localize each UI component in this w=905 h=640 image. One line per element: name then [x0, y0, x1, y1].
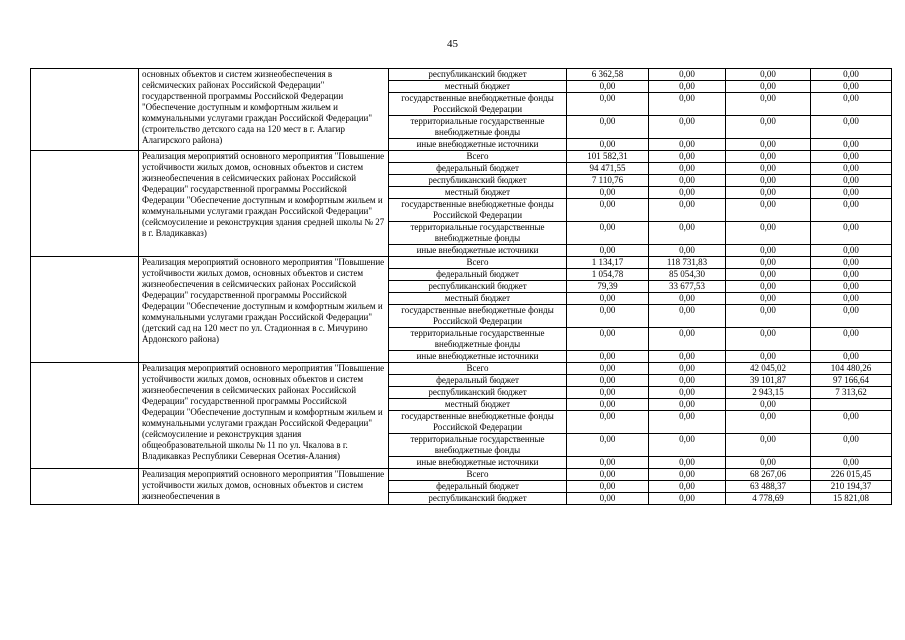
amount-cell: 118 731,83	[649, 257, 726, 269]
measure-description: Реализация мероприятий основного мероприятия "Повышение устойчивости жилых домов, основных объектов и систем жизнеобеспечения в сейсмических районах Российской Федерации" государственной программы Российской Федерации "Обеспечение доступным и комфортным жильем и коммунальными услугами граждан Российской Федерации" (сейсмоусиление и реконструкция здания средней школы № 27 в г. Владикавказ)	[139, 151, 389, 257]
budget-table	[30, 68, 892, 505]
amount-cell: 0,00	[649, 411, 726, 434]
amount-cell: 0,00	[811, 269, 892, 281]
amount-cell: 226 015,45	[811, 469, 892, 481]
amount-cell: 0,00	[811, 199, 892, 222]
amount-cell: 0,00	[567, 305, 649, 328]
funding-source: государственные внебюджетные фонды Российской Федерации	[389, 305, 567, 328]
amount-cell: 0,00	[811, 175, 892, 187]
amount-cell: 0,00	[811, 163, 892, 175]
funding-source: иные внебюджетные источники	[389, 457, 567, 469]
amount-cell: 0,00	[649, 199, 726, 222]
table-row	[31, 257, 892, 269]
amount-cell: 0,00	[726, 399, 811, 411]
amount-cell: 0,00	[567, 187, 649, 199]
amount-cell: 0,00	[567, 375, 649, 387]
amount-cell: 85 054,30	[649, 269, 726, 281]
row-number-cell	[31, 69, 139, 151]
amount-cell: 0,00	[726, 116, 811, 139]
funding-source: иные внебюджетные источники	[389, 351, 567, 363]
amount-cell: 0,00	[726, 457, 811, 469]
funding-source: местный бюджет	[389, 399, 567, 411]
amount-cell	[811, 399, 892, 411]
measure-description: Реализация мероприятий основного мероприятия "Повышение устойчивости жилых домов, основных объектов и систем жизнеобеспечения в сейсмических районах Российской Федерации" государственной программы Российской Федерации "Обеспечение доступным и комфортным жильем и коммунальными услугами граждан Российской Федерации" (детский сад на 120 мест по ул. Стадионная в с. Мичурино Ардонского района)	[139, 257, 389, 363]
table-row	[31, 363, 892, 375]
amount-cell: 0,00	[811, 139, 892, 151]
amount-cell: 0,00	[726, 93, 811, 116]
amount-cell: 0,00	[567, 199, 649, 222]
amount-cell: 210 194,37	[811, 481, 892, 493]
budget-table-body	[31, 69, 892, 505]
row-number-cell	[31, 363, 139, 469]
amount-cell: 0,00	[726, 351, 811, 363]
amount-cell: 0,00	[811, 245, 892, 257]
amount-cell: 0,00	[649, 293, 726, 305]
amount-cell: 0,00	[567, 411, 649, 434]
amount-cell: 0,00	[649, 434, 726, 457]
table-row	[31, 469, 892, 481]
amount-cell: 0,00	[726, 199, 811, 222]
amount-cell: 0,00	[811, 434, 892, 457]
amount-cell: 6 362,58	[567, 69, 649, 81]
amount-cell: 7 313,62	[811, 387, 892, 399]
funding-source: государственные внебюджетные фонды Российской Федерации	[389, 199, 567, 222]
amount-cell: 0,00	[567, 328, 649, 351]
amount-cell: 0,00	[567, 434, 649, 457]
funding-source: федеральный бюджет	[389, 375, 567, 387]
page-number: 45	[447, 38, 458, 50]
amount-cell: 0,00	[567, 399, 649, 411]
amount-cell: 0,00	[811, 328, 892, 351]
table-row	[31, 151, 892, 163]
amount-cell: 0,00	[726, 175, 811, 187]
amount-cell: 0,00	[649, 245, 726, 257]
funding-source: федеральный бюджет	[389, 269, 567, 281]
amount-cell: 0,00	[649, 139, 726, 151]
amount-cell: 0,00	[649, 305, 726, 328]
amount-cell: 0,00	[811, 93, 892, 116]
row-number-cell	[31, 257, 139, 363]
amount-cell: 0,00	[649, 175, 726, 187]
amount-cell: 0,00	[567, 363, 649, 375]
funding-source: Всего	[389, 257, 567, 269]
amount-cell: 0,00	[649, 457, 726, 469]
amount-cell: 0,00	[726, 269, 811, 281]
measure-description: Реализация мероприятий основного мероприятия "Повышение устойчивости жилых домов, основных объектов и систем жизнеобеспечения в	[139, 469, 389, 505]
amount-cell: 4 778,69	[726, 493, 811, 505]
funding-source: федеральный бюджет	[389, 481, 567, 493]
amount-cell: 0,00	[649, 81, 726, 93]
funding-source: Всего	[389, 151, 567, 163]
measure-description: Реализация мероприятий основного мероприятия "Повышение устойчивости жилых домов, основных объектов и систем жизнеобеспечения в сейсмических районах Российской Федерации" государственной программы Российской Федерации "Обеспечение доступным и комфортным жильем и коммунальными услугами граждан Российской Федерации" (сейсмоусиление и реконструкция здания общеобразовательной школы № 11 по ул. Чкалова в г. Владикавказ Республики Северная Осетия-Алания)	[139, 363, 389, 469]
amount-cell: 0,00	[649, 399, 726, 411]
amount-cell: 0,00	[726, 305, 811, 328]
funding-source: местный бюджет	[389, 293, 567, 305]
amount-cell: 42 045,02	[726, 363, 811, 375]
amount-cell: 0,00	[726, 69, 811, 81]
amount-cell: 0,00	[811, 257, 892, 269]
amount-cell: 0,00	[649, 351, 726, 363]
funding-source: местный бюджет	[389, 187, 567, 199]
funding-source: иные внебюджетные источники	[389, 139, 567, 151]
amount-cell: 0,00	[811, 281, 892, 293]
funding-source: республиканский бюджет	[389, 493, 567, 505]
amount-cell: 0,00	[567, 387, 649, 399]
amount-cell: 0,00	[726, 411, 811, 434]
amount-cell: 0,00	[649, 387, 726, 399]
amount-cell: 0,00	[649, 481, 726, 493]
table-row	[31, 69, 892, 81]
funding-source: республиканский бюджет	[389, 69, 567, 81]
amount-cell: 39 101,87	[726, 375, 811, 387]
amount-cell: 0,00	[726, 434, 811, 457]
amount-cell: 0,00	[726, 187, 811, 199]
amount-cell: 0,00	[726, 293, 811, 305]
funding-source: территориальные государственные внебюджетные фонды	[389, 222, 567, 245]
amount-cell: 0,00	[726, 139, 811, 151]
funding-source: территориальные государственные внебюджетные фонды	[389, 116, 567, 139]
amount-cell: 0,00	[567, 481, 649, 493]
amount-cell: 0,00	[649, 363, 726, 375]
amount-cell: 0,00	[811, 187, 892, 199]
measure-description: основных объектов и систем жизнеобеспечения в сейсмических районах Российской Федерации" государственной программы Российской Федерации "Обеспечение доступным и комфортным жильем и коммунальными услугами граждан Российской Федерации" (строительство детского сада на 120 мест в г. Алагир Алагирского района)	[139, 69, 389, 151]
amount-cell: 0,00	[811, 222, 892, 245]
funding-source: Всего	[389, 363, 567, 375]
amount-cell: 0,00	[811, 116, 892, 139]
amount-cell: 79,39	[567, 281, 649, 293]
amount-cell: 0,00	[649, 328, 726, 351]
funding-source: республиканский бюджет	[389, 175, 567, 187]
amount-cell: 0,00	[567, 245, 649, 257]
funding-source: территориальные государственные внебюджетные фонды	[389, 328, 567, 351]
row-number-cell	[31, 151, 139, 257]
amount-cell: 0,00	[567, 81, 649, 93]
amount-cell: 0,00	[811, 81, 892, 93]
amount-cell: 0,00	[726, 328, 811, 351]
amount-cell: 0,00	[649, 375, 726, 387]
amount-cell: 0,00	[567, 139, 649, 151]
funding-source: государственные внебюджетные фонды Российской Федерации	[389, 93, 567, 116]
amount-cell: 0,00	[811, 457, 892, 469]
amount-cell: 0,00	[726, 257, 811, 269]
amount-cell: 0,00	[726, 81, 811, 93]
amount-cell: 0,00	[811, 351, 892, 363]
amount-cell: 0,00	[649, 469, 726, 481]
funding-source: республиканский бюджет	[389, 281, 567, 293]
amount-cell: 0,00	[649, 493, 726, 505]
amount-cell: 63 488,37	[726, 481, 811, 493]
amount-cell: 0,00	[567, 493, 649, 505]
amount-cell: 0,00	[811, 151, 892, 163]
amount-cell: 1 134,17	[567, 257, 649, 269]
amount-cell: 0,00	[567, 351, 649, 363]
amount-cell: 68 267,06	[726, 469, 811, 481]
amount-cell: 0,00	[567, 293, 649, 305]
amount-cell: 104 480,26	[811, 363, 892, 375]
amount-cell: 7 110,76	[567, 175, 649, 187]
amount-cell: 0,00	[811, 69, 892, 81]
amount-cell: 0,00	[726, 151, 811, 163]
amount-cell: 97 166,64	[811, 375, 892, 387]
amount-cell: 15 821,08	[811, 493, 892, 505]
funding-source: государственные внебюджетные фонды Российской Федерации	[389, 411, 567, 434]
amount-cell: 0,00	[811, 411, 892, 434]
amount-cell: 0,00	[567, 222, 649, 245]
amount-cell: 0,00	[649, 222, 726, 245]
amount-cell: 0,00	[649, 116, 726, 139]
funding-source: федеральный бюджет	[389, 163, 567, 175]
amount-cell: 0,00	[811, 305, 892, 328]
funding-source: иные внебюджетные источники	[389, 245, 567, 257]
amount-cell: 0,00	[649, 151, 726, 163]
amount-cell: 0,00	[567, 457, 649, 469]
amount-cell: 0,00	[726, 222, 811, 245]
row-number-cell	[31, 469, 139, 505]
amount-cell: 0,00	[649, 163, 726, 175]
amount-cell: 33 677,53	[649, 281, 726, 293]
amount-cell: 0,00	[567, 93, 649, 116]
amount-cell: 0,00	[811, 293, 892, 305]
amount-cell: 1 054,78	[567, 269, 649, 281]
amount-cell: 0,00	[726, 281, 811, 293]
amount-cell: 0,00	[567, 469, 649, 481]
funding-source: территориальные государственные внебюджетные фонды	[389, 434, 567, 457]
amount-cell: 0,00	[649, 69, 726, 81]
funding-source: местный бюджет	[389, 81, 567, 93]
amount-cell: 0,00	[567, 116, 649, 139]
amount-cell: 94 471,55	[567, 163, 649, 175]
amount-cell: 101 582,31	[567, 151, 649, 163]
amount-cell: 0,00	[649, 93, 726, 116]
funding-source: республиканский бюджет	[389, 387, 567, 399]
amount-cell: 0,00	[649, 187, 726, 199]
amount-cell: 0,00	[726, 245, 811, 257]
amount-cell: 0,00	[726, 163, 811, 175]
funding-source: Всего	[389, 469, 567, 481]
amount-cell: 2 943,15	[726, 387, 811, 399]
